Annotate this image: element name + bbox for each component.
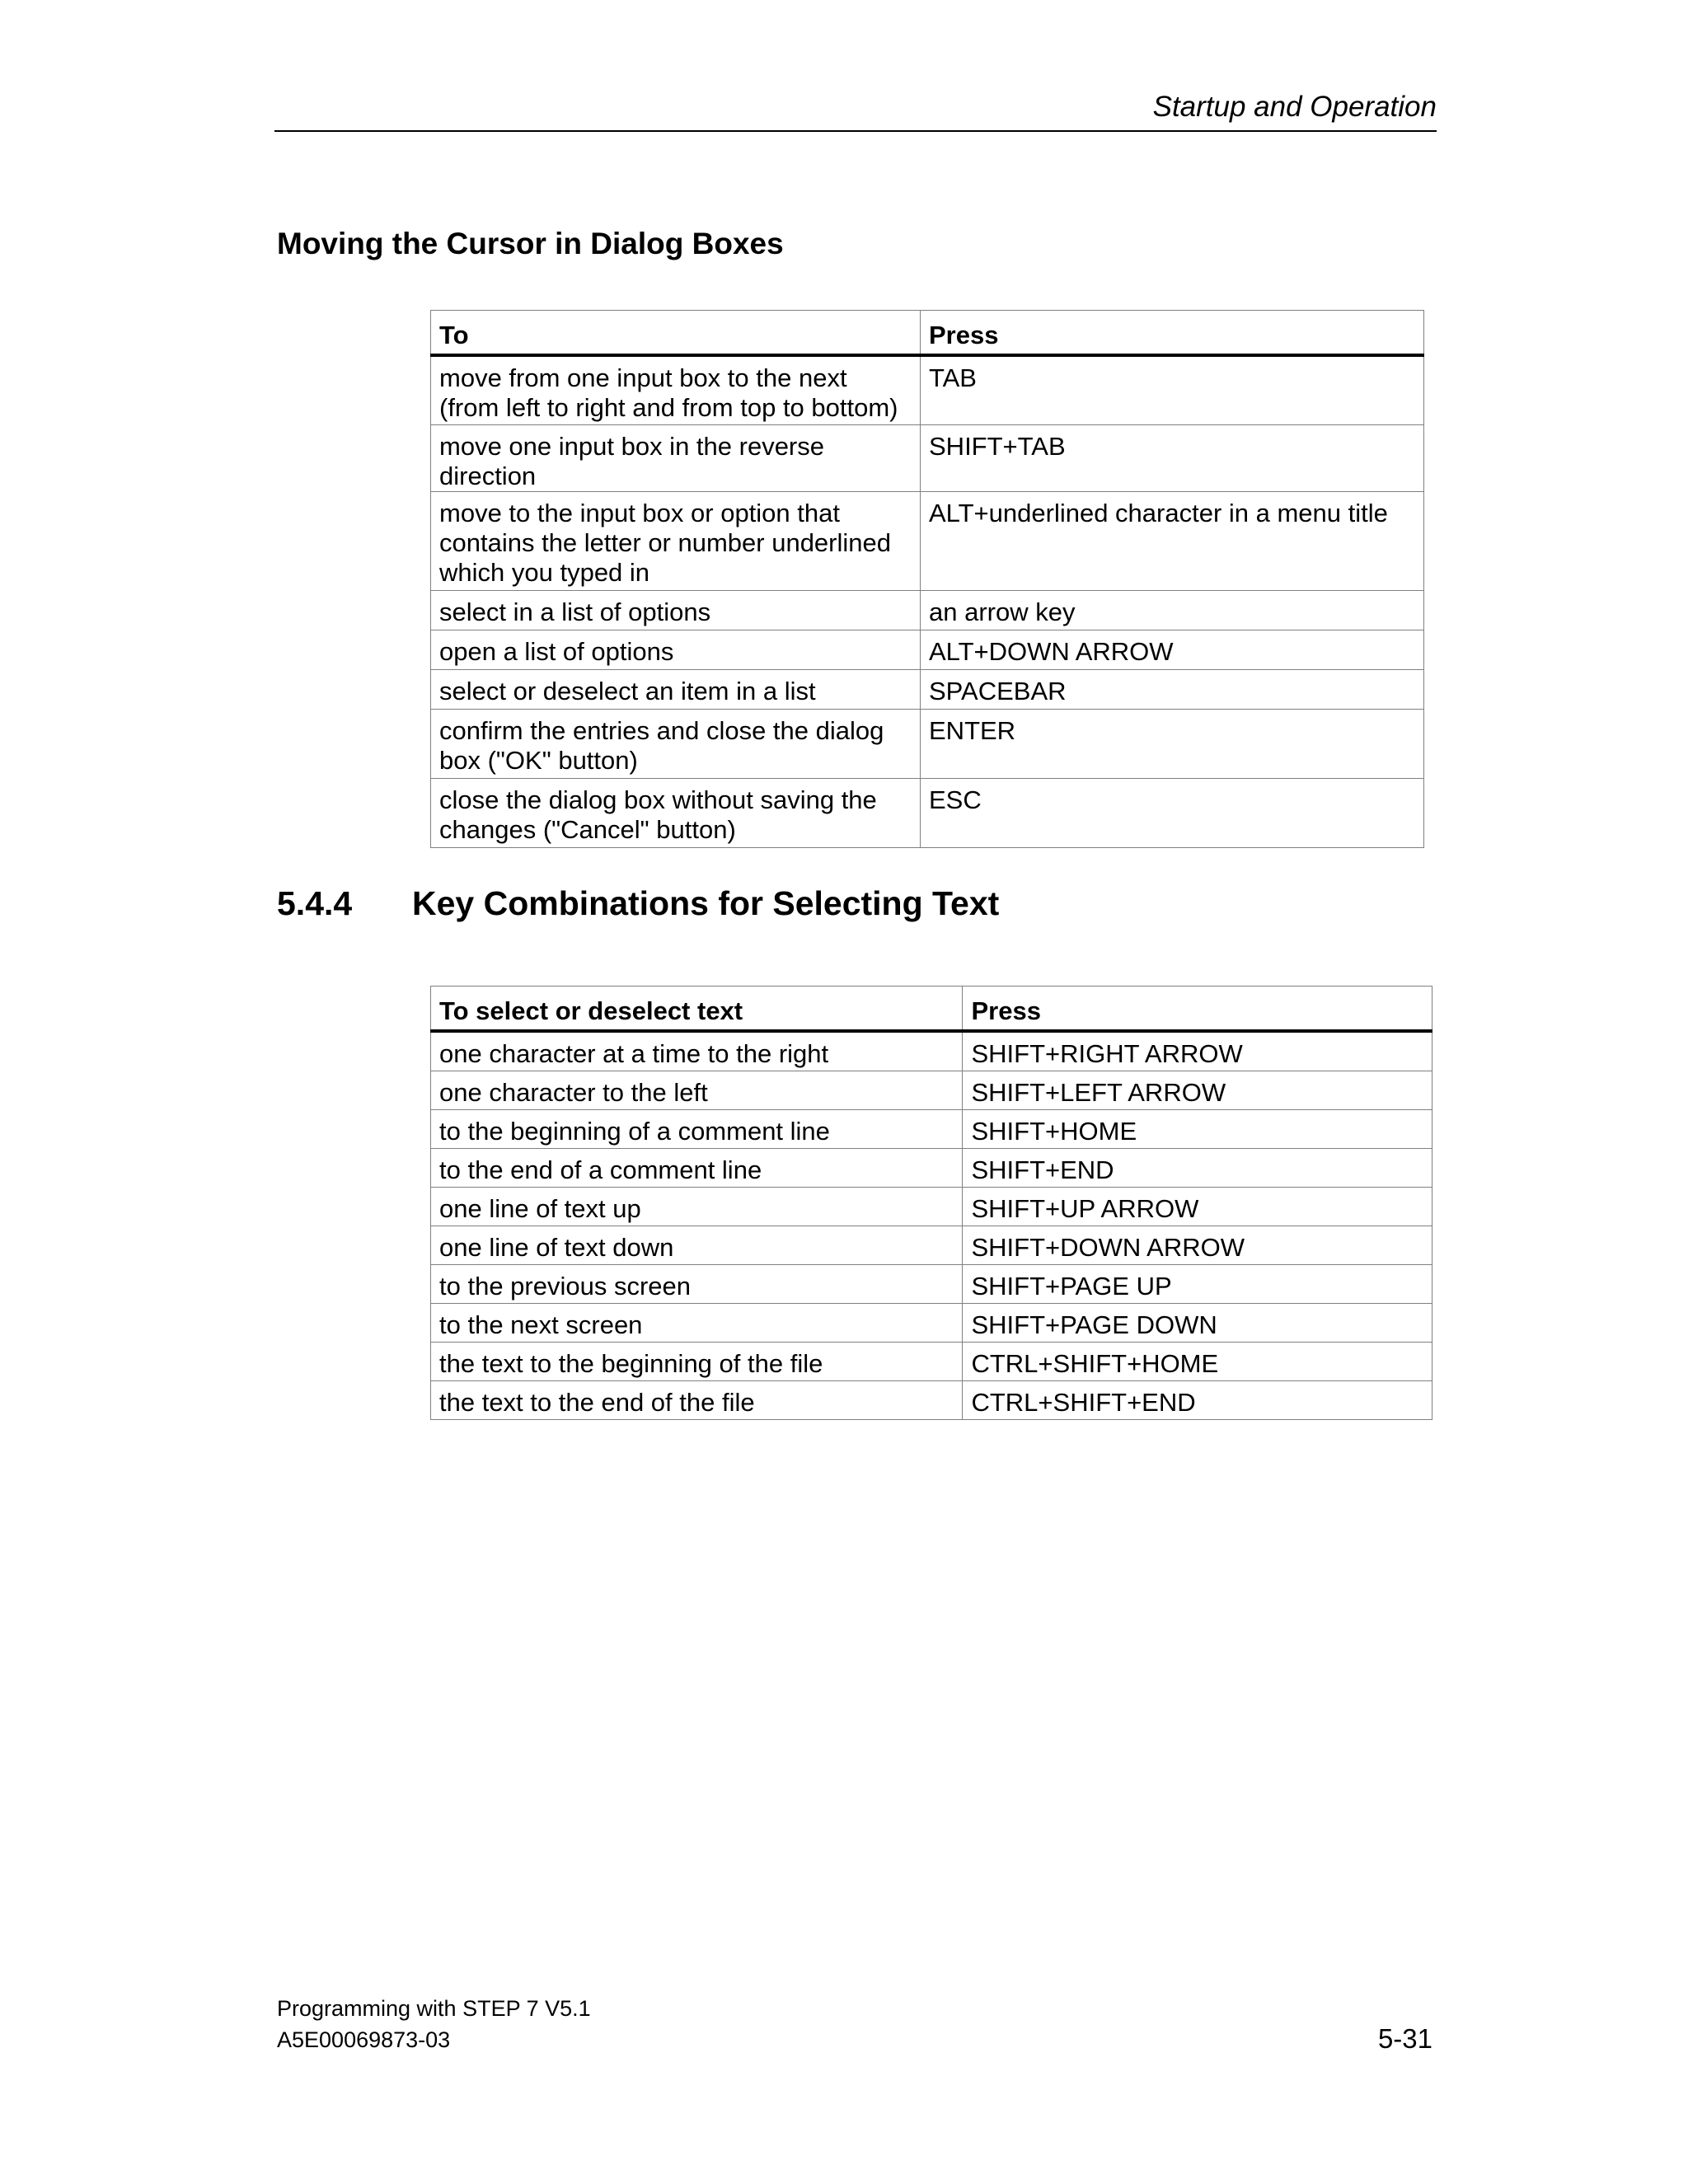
column-header-to: To <box>431 311 921 356</box>
table-row <box>431 1381 1432 1420</box>
subheading-moving-cursor: Moving the Cursor in Dialog Boxes <box>277 227 784 260</box>
page-number: 5-31 <box>1377 2023 1432 2054</box>
key-cell: SHIFT+DOWN ARROW <box>963 1226 1432 1265</box>
table-row <box>431 1110 1432 1149</box>
table-row <box>431 1071 1432 1110</box>
action-cell: one line of text up <box>431 1188 963 1226</box>
action-cell: move one input box in the reverse direction <box>431 424 921 491</box>
key-cell: SHIFT+PAGE DOWN <box>963 1304 1432 1343</box>
section-heading <box>277 880 999 926</box>
key-cell: CTRL+SHIFT+END <box>963 1381 1432 1420</box>
table-row <box>431 1265 1432 1304</box>
table-row <box>431 424 1424 491</box>
select-text-table <box>430 986 1432 1420</box>
table-row <box>431 1031 1432 1071</box>
section-number: 5.4.4 <box>277 884 353 922</box>
footer-doc-title: Programming with STEP 7 V5.1 <box>277 1996 591 2021</box>
column-header-select-text: To select or deselect text <box>431 987 963 1032</box>
table-row <box>431 1304 1432 1343</box>
key-cell: SHIFT+UP ARROW <box>963 1188 1432 1226</box>
table-row <box>431 778 1424 847</box>
action-cell: one character to the left <box>431 1071 963 1110</box>
key-cell: TAB <box>921 355 1424 424</box>
table-row <box>431 669 1424 709</box>
action-cell: to the next screen <box>431 1304 963 1343</box>
action-cell: to the end of a comment line <box>431 1149 963 1188</box>
key-cell: an arrow key <box>921 590 1424 630</box>
key-cell: ENTER <box>921 709 1424 778</box>
action-cell: confirm the entries and close the dialog box ("OK" button) <box>431 709 921 778</box>
table-row <box>431 491 1424 590</box>
action-cell: open a list of options <box>431 630 921 669</box>
key-cell: SHIFT+END <box>963 1149 1432 1188</box>
key-cell: SHIFT+TAB <box>921 424 1424 491</box>
table-row <box>431 1343 1432 1381</box>
action-cell: to the beginning of a comment line <box>431 1110 963 1149</box>
action-cell: one character at a time to the right <box>431 1031 963 1071</box>
action-cell: to the previous screen <box>431 1265 963 1304</box>
table-row <box>431 1149 1432 1188</box>
column-header-press: Press <box>921 311 1424 356</box>
table-header-row <box>431 311 1424 356</box>
key-cell: SHIFT+LEFT ARROW <box>963 1071 1432 1110</box>
section-title: Key Combinations for Selecting Text <box>412 884 1000 922</box>
key-cell: ALT+DOWN ARROW <box>921 630 1424 669</box>
table-row <box>431 355 1424 424</box>
key-cell: ALT+underlined character in a menu title <box>921 491 1424 590</box>
footer-doc-number: A5E00069873-03 <box>277 2027 451 2052</box>
action-cell: select in a list of options <box>431 590 921 630</box>
action-cell: close the dialog box without saving the changes ("Cancel" button) <box>431 778 921 847</box>
key-cell: SHIFT+HOME <box>963 1110 1432 1149</box>
column-header-press: Press <box>963 987 1432 1032</box>
action-cell: the text to the end of the file <box>431 1381 963 1420</box>
key-cell: SHIFT+RIGHT ARROW <box>963 1031 1432 1071</box>
key-cell: SHIFT+PAGE UP <box>963 1265 1432 1304</box>
action-cell: select or deselect an item in a list <box>431 669 921 709</box>
action-cell: move to the input box or option that contains the letter or number underlined which you typed in <box>431 491 921 590</box>
key-cell: SPACEBAR <box>921 669 1424 709</box>
key-cell: CTRL+SHIFT+HOME <box>963 1343 1432 1381</box>
action-cell: move from one input box to the next (from left to right and from top to bottom) <box>431 355 921 424</box>
footer-doc-info <box>277 1993 591 2055</box>
table-header-row <box>431 987 1432 1032</box>
table-row <box>431 590 1424 630</box>
table-row <box>431 1226 1432 1265</box>
dialog-cursor-table <box>430 310 1424 848</box>
action-cell: one line of text down <box>431 1226 963 1265</box>
table-row <box>431 709 1424 778</box>
table-row <box>431 630 1424 669</box>
action-cell: the text to the beginning of the file <box>431 1343 963 1381</box>
running-header: Startup and Operation <box>274 91 1437 132</box>
table-row <box>431 1188 1432 1226</box>
key-cell: ESC <box>921 778 1424 847</box>
